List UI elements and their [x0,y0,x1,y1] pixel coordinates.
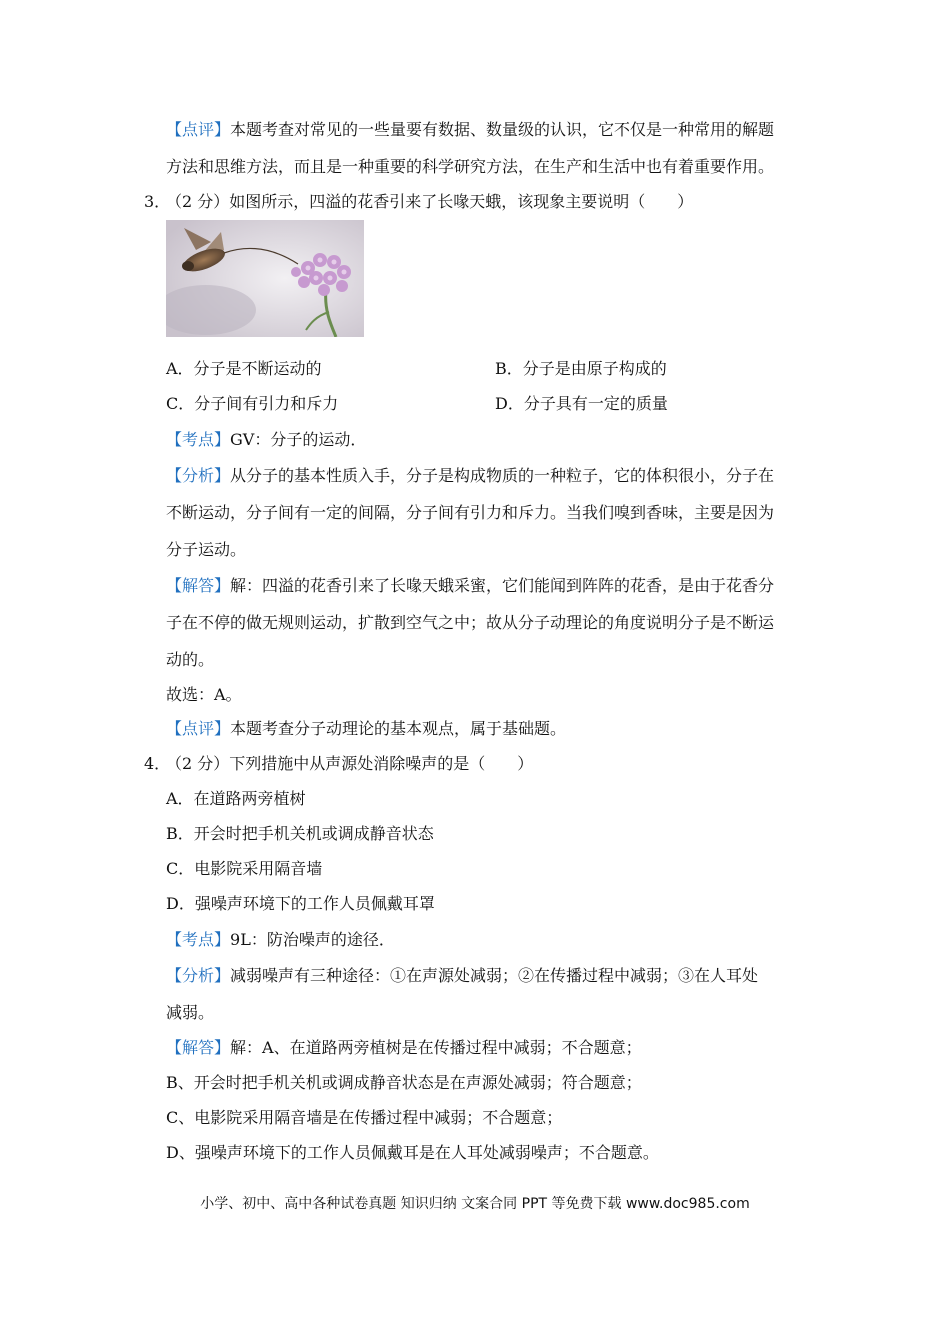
q2-comment-line-1: 【点评】本题考查对常见的一些量要有数据、数量级的认识，它不仅是一种常用的解题 [166,120,775,139]
q4-answer-line-3: C、电影院采用隔音墙是在传播过程中减弱；不合题意； [166,1108,563,1127]
option-4d: D．强噪声环境下的工作人员佩戴耳罩 [166,894,435,913]
q4-answer-line-1: 【解答】解：A、在道路两旁植树是在传播过程中减弱；不合题意； [166,1038,642,1057]
option-3a: A．分子是不断运动的 [166,359,322,378]
q4-point: 【考点】9L：防治噪声的途径． [166,930,395,949]
q4-analysis-line-2: 减弱。 [166,1003,215,1022]
option-4a: A．在道路两旁植树 [166,789,306,808]
question-number-3: 3． [144,192,171,211]
q3-comment: 【点评】本题考查分子动理论的基本观点，属于基础题。 [166,719,567,738]
q4-answer-line-4: D、强噪声环境下的工作人员佩戴耳是在人耳处减弱噪声；不合题意。 [166,1143,659,1162]
option-4b: B．开会时把手机关机或调成静音状态 [166,824,434,843]
option-4c: C．电影院采用隔音墙 [166,859,323,878]
q3-analysis-line-2: 不断运动，分子间有一定的间隔，分子间有引力和斥力。当我们嗅到香味，主要是因为 [166,503,775,522]
q3-answer-line-2: 子在不停的做无规则运动，扩散到空气之中；故从分子动理论的角度说明分子是不断运 [166,613,775,632]
option-3b: B．分子是由原子构成的 [495,359,667,378]
comment-tag: 【点评】 [166,120,231,139]
question-number-4: 4． [144,754,171,773]
option-3c: C．分子间有引力和斥力 [166,394,339,413]
q4-answer-line-2: B、开会时把手机关机或调成静音状态是在声源处减弱；符合题意； [166,1073,642,1092]
q3-point: 【考点】GV：分子的运动． [166,430,367,449]
q3-analysis-line-3: 分子运动。 [166,540,247,559]
q3-answer-line-1: 【解答】解：四溢的花香引来了长喙天蛾采蜜，它们能闻到阵阵的花香，是由于花香分 [166,576,775,595]
q3-analysis-line-1: 【分析】从分子的基本性质入手，分子是构成物质的一种粒子，它的体积很小，分子在 [166,466,775,485]
question-3-stem: （2 分）如图所示，四溢的花香引来了长喙天蛾，该现象主要说明（ ） [166,192,694,211]
q2-comment-line-2: 方法和思维方法，而且是一种重要的科学研究方法，在生产和生活中也有着重要作用。 [166,157,775,176]
q4-analysis-line-1: 【分析】减弱噪声有三种途径：①在声源处减弱；②在传播过程中减弱；③在人耳处 [166,966,759,985]
q3-answer-line-3: 动的。 [166,650,215,669]
option-3d: D．分子具有一定的质量 [495,394,668,413]
question-4-stem: （2 分）下列措施中从声源处消除噪声的是（ ） [166,754,534,773]
q3-choice: 故选：A。 [166,685,242,704]
page-footer: 小学、初中、高中各种试卷真题 知识归纳 文案合同 PPT 等免费下载 www.doc985.com [200,1196,750,1212]
hawkmoth-flower-image [166,220,364,337]
